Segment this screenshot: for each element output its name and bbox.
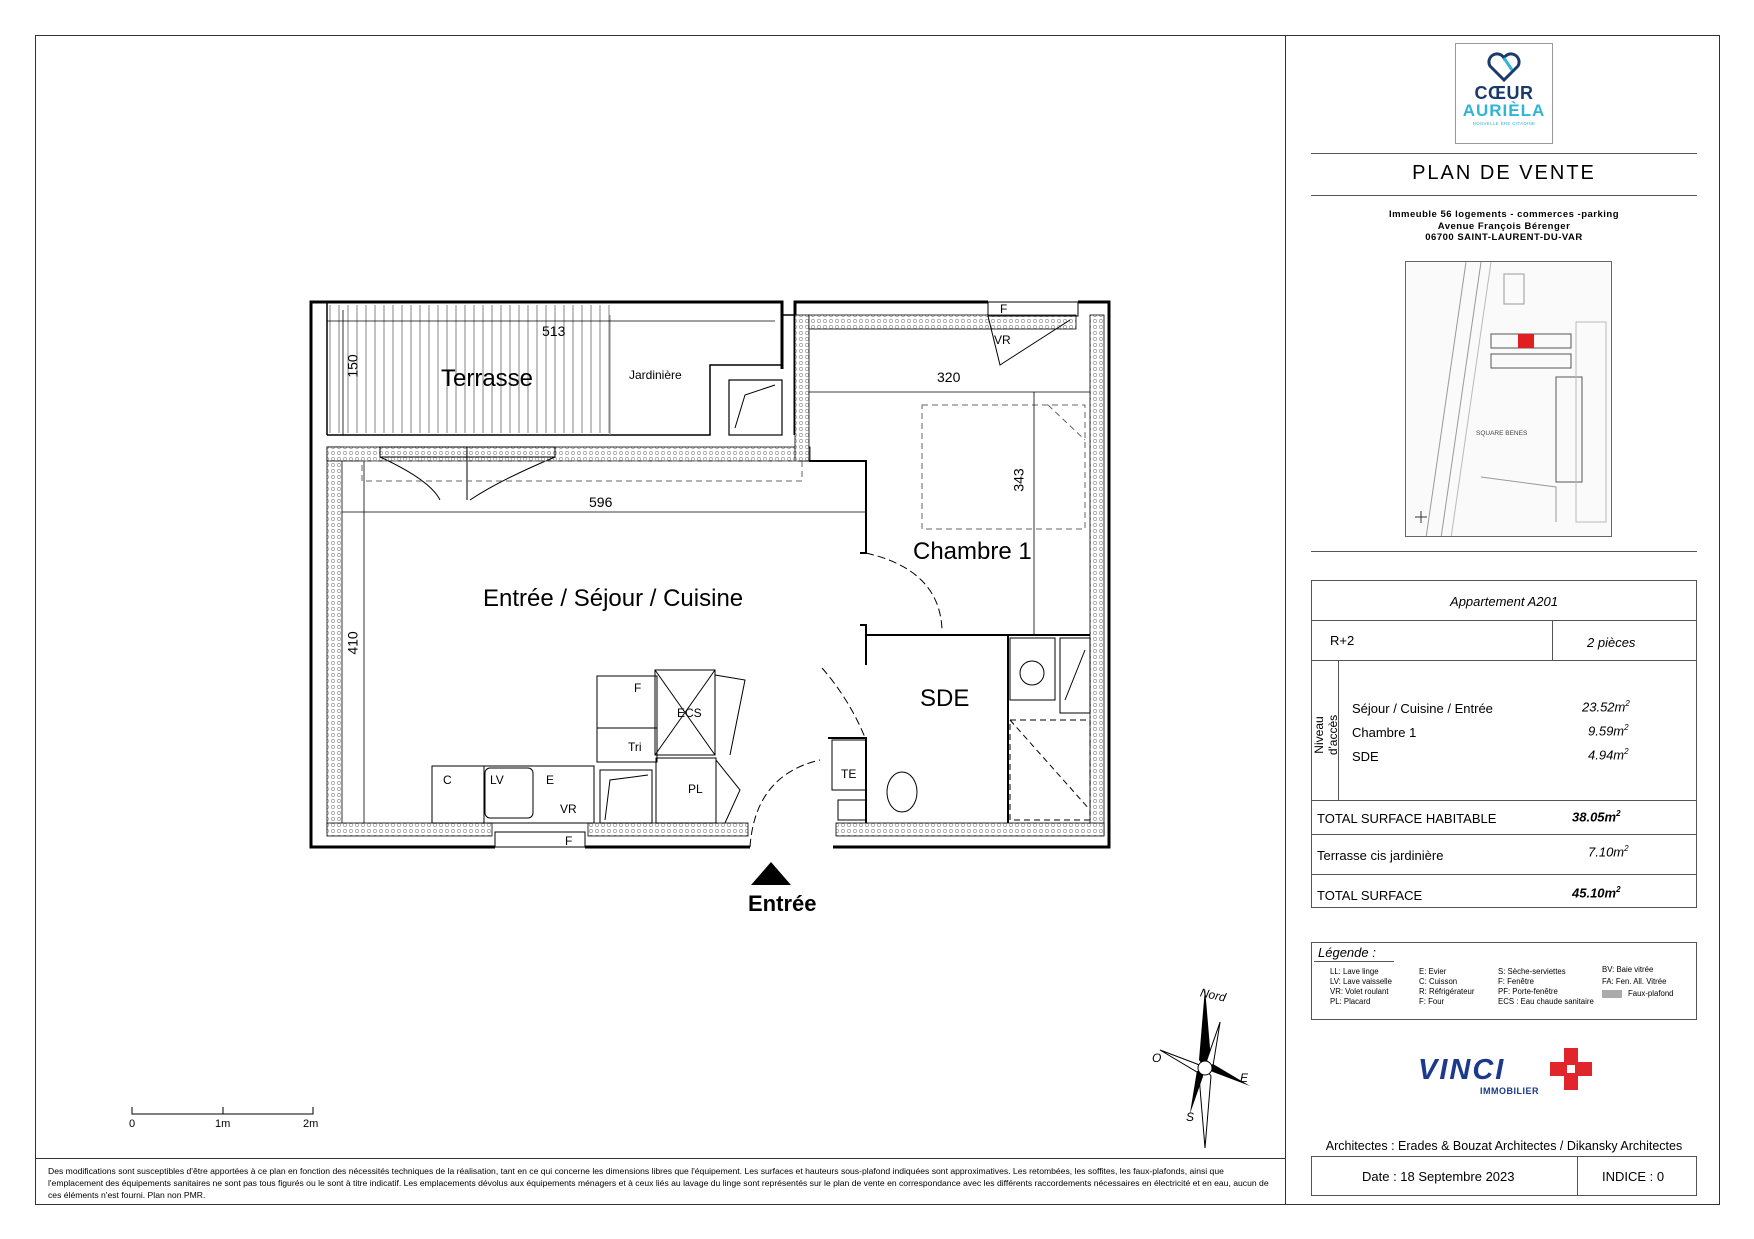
terrace-value: $7.10m^2$: [1588, 844, 1629, 860]
label-tri: Tri: [628, 740, 642, 754]
compass-o: O: [1152, 1051, 1162, 1065]
table-row-total-hab: [1312, 801, 1696, 835]
legend-title: Légende :: [1318, 945, 1376, 960]
logo-tagline: NOUVELLE ÈRE CITADINE: [1472, 121, 1536, 126]
terrace-walls: [311, 302, 782, 435]
faux-plafond-swatch: [1602, 990, 1622, 998]
legend-col-2: E: Evier C: Cuisson R: Réfrigérateur F: Four: [1419, 967, 1475, 1006]
sep-2: [1311, 195, 1697, 196]
vinci-sub: IMMOBILIER: [1480, 1086, 1539, 1096]
coeur-auriela-logo: [1455, 43, 1553, 144]
compass-e: E: [1240, 1071, 1249, 1085]
address: [1311, 209, 1697, 244]
dim-513: 513: [542, 323, 566, 339]
indice: INDICE : 0: [1602, 1169, 1665, 1184]
total-habitable-label: TOTAL SURFACE HABITABLE: [1317, 811, 1497, 826]
label-f-chambre: F: [1000, 302, 1008, 316]
label-entree: Entrée: [748, 891, 817, 916]
panel-divider: [1285, 35, 1286, 1205]
label-ecs: ECS: [677, 706, 702, 720]
vinci-cross-icon: [1550, 1048, 1594, 1092]
legend-col-4: BV: Baie vitrée FA: Fen. All. Vitrée Faux-plafond: [1602, 965, 1674, 998]
scale-1m: 1m: [215, 1118, 231, 1130]
room-chambre: Chambre 1: [913, 538, 1032, 565]
room-area-2: $4.94m^2$: [1588, 747, 1629, 763]
table-row-total: [1312, 875, 1696, 909]
room-sejour: Entrée / Séjour / Cuisine: [483, 585, 744, 612]
date: Date : 18 Septembre 2023: [1362, 1169, 1515, 1184]
architectes: Architectes : Erades & Bouzat Architectes / Dikansky Architectes: [1325, 1139, 1683, 1153]
page-title: PLAN DE VENTE: [1412, 162, 1596, 184]
room-sde: SDE: [920, 685, 970, 712]
apartment-level: R+2: [1330, 633, 1355, 648]
table-row-level: [1312, 621, 1696, 661]
label-vr-kitchen: VR: [560, 802, 577, 816]
address-line2: Avenue François Bérenger: [1437, 220, 1571, 232]
table-row-name: [1312, 581, 1696, 621]
label-te: TE: [841, 767, 857, 781]
disclaimer-text: Des modifications sont susceptibles d'être apportées à ce plan en fonction des nécessités techniques de la réalisation, tant en ce qui concerne les dimensions libres que l'équipement. Les surfaces et hauteurs sous-plafond indiquées sont approximatives. Les retombées, les soffites, les faux-plafonds, ainsi que l'emplacement des équipements sanitaires ne sont pas tous figurés ou le sont à titre indicatif. Les emplacements dévolus aux équipements ménagers et à ceux liés au lavage du linge sont représentés sur le plan de vente en correspondance avec les différents raccordements nécessaires en électricité et en eau, aucun de ces éléments n'est fourni. Plan non PMR.: [48, 1166, 1269, 1200]
label-jardiniere: Jardinière: [629, 368, 682, 382]
site-map-drawing: [1406, 262, 1612, 537]
legend-col-1: LL: Lave linge LV: Lave vaisselle VR: Volet roulant PL: Placard: [1330, 967, 1392, 1006]
site-map: [1405, 261, 1612, 537]
label-lv: LV: [490, 773, 504, 787]
apartment-table: [1311, 580, 1697, 908]
map-label: SQUARE BENES: [1476, 430, 1528, 437]
table-row-rooms: [1312, 661, 1696, 801]
kitchen: [432, 670, 745, 823]
dim-410: 410: [344, 631, 361, 655]
table-row-terrace: [1312, 835, 1696, 875]
dim-343: 343: [1010, 468, 1027, 492]
room-name-0: Séjour / Cuisine / Entrée: [1352, 701, 1493, 716]
heart-logo-icon: [1484, 52, 1524, 82]
logo-line2: AURIÈLA: [1462, 101, 1546, 120]
compass-s: S: [1186, 1110, 1195, 1124]
room-name-2: SDE: [1352, 749, 1379, 764]
date-box: [1311, 1156, 1697, 1196]
apartment-name: Appartement A201: [1450, 594, 1558, 609]
label-c: C: [443, 773, 452, 787]
label-e: E: [546, 773, 555, 787]
door-arcs: [750, 553, 942, 847]
sde-fixtures: [832, 638, 1090, 820]
scale-bar: [132, 1107, 313, 1114]
label-pl: PL: [688, 782, 703, 796]
label-vr-chambre: VR: [994, 333, 1011, 347]
room-area-0: $23.52m^2$: [1582, 699, 1630, 715]
total-label: TOTAL SURFACE: [1317, 888, 1423, 903]
total-habitable-value: $38.05m^2$: [1572, 809, 1621, 825]
logo-line1: CŒUR: [1474, 83, 1534, 103]
legend-col-3: S: Sèche-serviettes F: Fenêtre PF: Porte-fenêtre ECS : Eau chaude sanitaire: [1498, 967, 1594, 1006]
vinci-logo: [1418, 1048, 1603, 1098]
sep-1: [1311, 153, 1697, 154]
room-area-1: $9.59m^2$: [1588, 723, 1629, 739]
scale-2m: 2m: [303, 1118, 319, 1130]
vinci-name: VINCI: [1418, 1054, 1506, 1086]
compass-rose: [1160, 988, 1250, 1148]
legend: [1311, 942, 1697, 1020]
bed-outline: [922, 405, 1085, 529]
label-f-four: F: [634, 681, 642, 695]
level-label: Niveau d'accès: [1312, 714, 1340, 756]
room-name-1: Chambre 1: [1352, 725, 1417, 740]
footer-divider: [35, 1158, 1285, 1159]
address-line3: 06700 SAINT-LAURENT-DU-VAR: [1425, 232, 1583, 243]
total-value: $45.10m^2$: [1572, 885, 1621, 901]
room-terrasse: Terrasse: [441, 365, 534, 392]
dim-596: 596: [589, 494, 613, 510]
entrance-arrow: [751, 862, 791, 885]
dim-150: 150: [344, 354, 361, 378]
terrace-label: Terrasse cis jardinière: [1317, 848, 1444, 863]
compass-nord: Nord: [1198, 985, 1228, 1005]
scale-0: 0: [129, 1118, 136, 1130]
apartment-rooms-count: 2 pièces: [1587, 635, 1636, 650]
address-line1: Immeuble 56 logements - commerces -parking: [1388, 209, 1620, 220]
sep-3: [1311, 551, 1697, 552]
label-f-kitchen: F: [565, 834, 573, 848]
dim-320: 320: [937, 369, 961, 385]
